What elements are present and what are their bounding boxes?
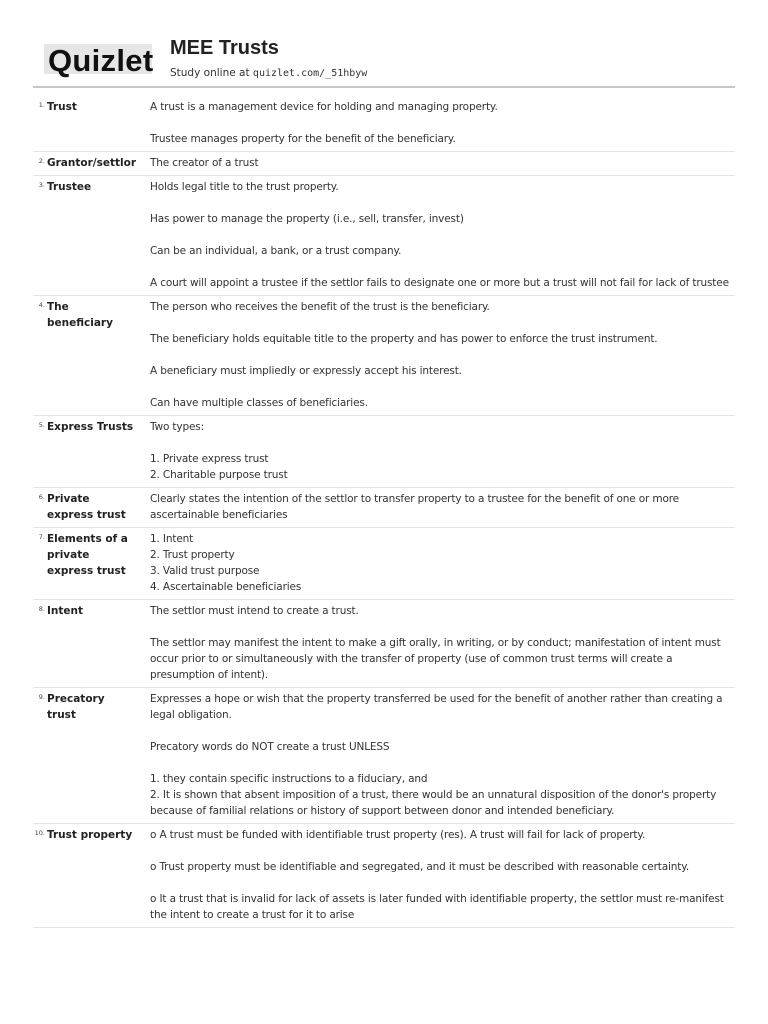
definition-paragraph: Has power to manage the property (i.e., sell, transfer, invest) [150, 213, 464, 225]
set-title: MEE Trusts [170, 37, 279, 59]
definition-paragraph: The person who receives the benefit of the trust is the beneficiary. [150, 301, 490, 313]
card-number: 9. [38, 693, 45, 701]
card-row [33, 96, 735, 152]
card-row [33, 296, 735, 416]
card-number: 8. [38, 605, 45, 613]
definition-paragraph: Can have multiple classes of beneficiaries. [150, 397, 368, 409]
card-term: Grantor/settlor [47, 157, 137, 169]
card-row [33, 600, 735, 688]
card-definition [150, 691, 735, 819]
card-definition [150, 419, 735, 483]
card-row [33, 528, 735, 600]
study-url: quizlet.com/_51hbyw [252, 68, 368, 79]
definition-paragraph: A trust is a management device for holding and managing property. [150, 101, 498, 113]
definition-paragraph: The settlor may manifest the intent to make a gift orally, in writing, or by conduct; manifestation of intent must occur prior to or simultaneously with the transfer of property (use of common trust terms will create a presumption of intent). [150, 637, 721, 681]
card-definition [150, 299, 735, 411]
card-number: 5. [38, 421, 45, 429]
definition-paragraph: The creator of a trust [150, 157, 259, 169]
definition-paragraph: Can be an individual, a bank, or a trust company. [150, 245, 402, 257]
definition-paragraph: Trustee manages property for the benefit of the beneficiary. [150, 133, 456, 145]
card-definition [150, 827, 735, 923]
card-number: 2. [38, 157, 45, 165]
study-online-line [170, 67, 367, 79]
card-row [33, 824, 735, 928]
page-header [33, 30, 735, 88]
definition-paragraph: A beneficiary must impliedly or expressly accept his interest. [150, 365, 462, 377]
card-term: Trust property [47, 829, 133, 841]
card-row [33, 688, 735, 824]
definition-paragraph: 1. they contain specific instructions to a fiduciary, and 2. It is shown that absent imposition of a trust, there would be an unnatural disposition of the donor's property because of familial relations or history of support between donor and intended beneficiary. [150, 773, 717, 817]
definition-paragraph: o It a trust that is invalid for lack of assets is later funded with identifiable property, the settlor must re-manifest the intent to create a trust for it to arise [150, 893, 724, 921]
card-term: Elements of a private express trust [47, 533, 128, 577]
card-row [33, 416, 735, 488]
card-row [33, 488, 735, 528]
card-definition [150, 99, 735, 147]
card-row [33, 152, 735, 176]
definition-paragraph: o A trust must be funded with identifiable trust property (res). A trust will fail for lack of property. [150, 829, 646, 841]
study-prefix: Study online at [170, 67, 253, 79]
definition-paragraph: The settlor must intend to create a trust. [150, 605, 359, 617]
card-term: Express Trusts [47, 421, 134, 433]
card-number: 7. [38, 533, 45, 541]
definition-paragraph: Clearly states the intention of the settlor to transfer property to a trustee for the benefit of one or more ascertainable beneficiaries [150, 493, 679, 521]
definition-paragraph: A court will appoint a trustee if the settlor fails to designate one or more but a trust will not fail for lack of trustee [150, 277, 729, 289]
card-definition [150, 603, 735, 683]
card-term: Intent [47, 605, 84, 617]
card-number: 6. [38, 493, 45, 501]
card-term: Trust [47, 101, 77, 113]
card-number: 3. [38, 181, 45, 189]
card-term: Private express trust [47, 493, 126, 521]
definition-paragraph: Holds legal title to the trust property. [150, 181, 339, 193]
definition-paragraph: Expresses a hope or wish that the property transferred be used for the benefit of another rather than creating a legal obligation. [150, 693, 723, 721]
definition-paragraph: Two types: [150, 421, 204, 433]
card-term: Precatory trust [47, 693, 105, 721]
card-definition [150, 531, 735, 595]
card-definition [150, 179, 735, 291]
card-term: Trustee [47, 181, 92, 193]
card-row [33, 176, 735, 296]
card-definition [150, 155, 735, 171]
card-number: 4. [38, 301, 45, 309]
card-number: 10. [34, 829, 45, 837]
definition-paragraph: 1. Private express trust 2. Charitable purpose trust [150, 453, 288, 481]
card-list [33, 96, 735, 928]
definition-paragraph: Precatory words do NOT create a trust UNLESS [150, 741, 390, 753]
definition-paragraph: The beneficiary holds equitable title to the property and has power to enforce the trust instrument. [150, 333, 658, 345]
card-number: 1. [38, 101, 45, 109]
quizlet-logo: Quizlet [48, 43, 154, 78]
card-term: The beneficiary [47, 301, 113, 329]
card-definition [150, 491, 735, 523]
definition-paragraph: o Trust property must be identifiable and segregated, and it must be described with reasonable certainty. [150, 861, 690, 873]
definition-paragraph: 1. Intent 2. Trust property 3. Valid trust purpose 4. Ascertainable beneficiaries [150, 533, 302, 593]
